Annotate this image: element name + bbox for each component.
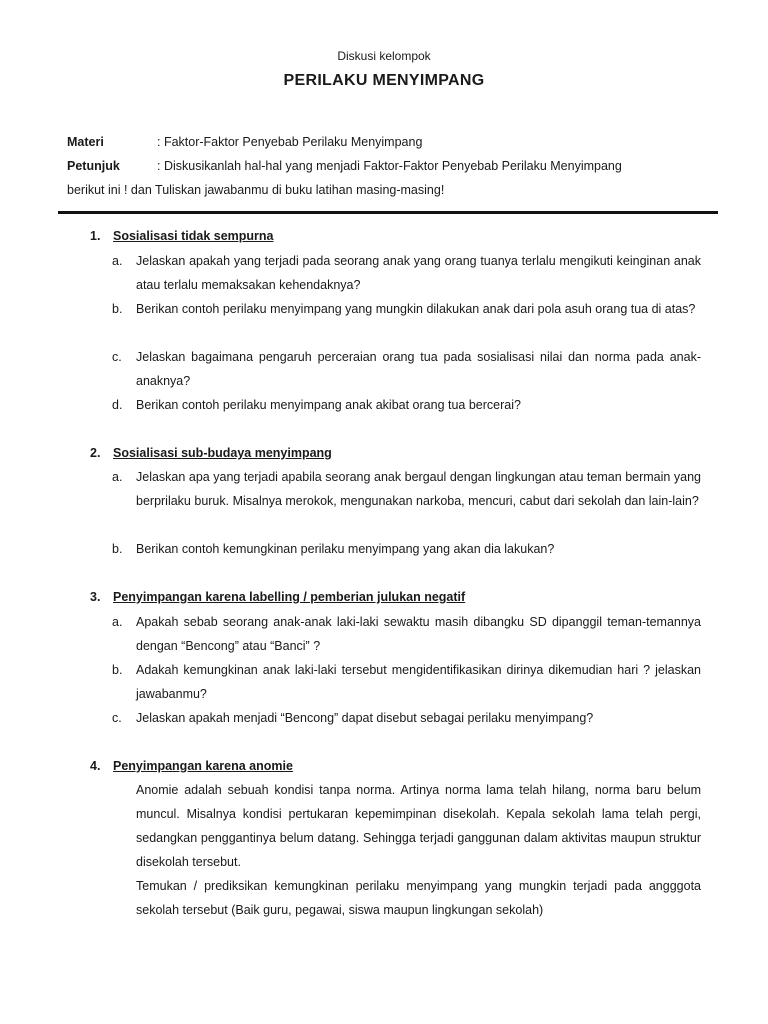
- question-letter: a.: [112, 470, 123, 484]
- header-divider: [58, 211, 718, 214]
- question-3b: [112, 658, 701, 706]
- question-letter: c.: [112, 350, 122, 364]
- question-text: Jelaskan apakah yang terjadi pada seorang anak yang orang tuanya terlalu mengikuti keinginan anak atau terlalu memaksakan kehendaknya?: [136, 254, 701, 292]
- question-text: Jelaskan apa yang terjadi apabila seorang anak bergaul dengan lingkungan atau teman bermain yang berprilaku buruk. Misalnya merokok, mengunakan narkoba, mencuri, cabut dari sekolah dan lain-lain?: [136, 470, 701, 508]
- question-3a: [112, 610, 701, 658]
- materi-line: [67, 135, 422, 149]
- question-1a: [112, 249, 701, 297]
- question-letter: b.: [112, 302, 123, 316]
- question-2a: [112, 465, 701, 513]
- petunjuk-value: : Diskusikanlah hal-hal yang menjadi Faktor-Faktor Penyebab Perilaku Menyimpang: [157, 159, 622, 173]
- question-text: Jelaskan bagaimana pengaruh perceraian orang tua pada sosialisasi nilai dan norma pada anak-anaknya?: [136, 350, 701, 388]
- section-4-paragraph-2: Temukan / prediksikan kemungkinan perilaku menyimpang yang mungkin terjadi pada angggota sekolah tersebut (Baik guru, pegawai, siswa maupun lingkungan sekolah): [136, 879, 701, 917]
- section-number: 2.: [90, 446, 101, 460]
- petunjuk-label: Petunjuk: [67, 159, 120, 173]
- petunjuk-line: [67, 159, 622, 173]
- petunjuk-continuation: berikut ini ! dan Tuliskan jawabanmu di buku latihan masing-masing!: [67, 183, 445, 197]
- section-3-heading: [90, 590, 465, 604]
- section-number: 1.: [90, 229, 101, 243]
- section-4-paragraph-1: Anomie adalah sebuah kondisi tanpa norma. Artinya norma lama telah hilang, norma baru belum muncul. Misalnya kondisi pertukaran kepemimpinan disekolah. Kepala sekolah lama telah pergi, sedangkan penggantinya belum datang. Sehingga terjadi ganggunan dalam aktivitas maupun struktur disekolah tersebut.: [136, 783, 701, 869]
- section-title: Penyimpangan karena anomie: [113, 759, 293, 773]
- question-letter: b.: [112, 542, 123, 556]
- question-3c: [112, 706, 701, 730]
- question-letter: b.: [112, 663, 123, 677]
- section-number: 3.: [90, 590, 101, 604]
- section-title: Sosialisasi tidak sempurna: [113, 229, 274, 243]
- section-4-heading: [90, 759, 293, 773]
- question-1c: [112, 345, 701, 393]
- question-2b: [112, 537, 701, 561]
- question-text: Apakah sebab seorang anak-anak laki-laki sewaktu masih dibangku SD dipanggil teman-temannya dengan “Bencong” atau “Banci” ?: [136, 615, 701, 653]
- section-2-heading: [90, 446, 332, 460]
- section-1-heading: [90, 229, 274, 243]
- question-text: Berikan contoh perilaku menyimpang yang mungkin dilakukan anak dari pola asuh orang tua di atas?: [136, 302, 696, 316]
- question-text: Adakah kemungkinan anak laki-laki tersebut mengidentifikasikan dirinya dikemudian hari ? jelaskan jawabanmu?: [136, 663, 701, 701]
- page-subtitle: Diskusi kelompok: [337, 49, 431, 63]
- section-number: 4.: [90, 759, 101, 773]
- section-title: Penyimpangan karena labelling / pemberian julukan negatif: [113, 590, 466, 604]
- materi-value: : Faktor-Faktor Penyebab Perilaku Menyimpang: [157, 135, 423, 149]
- page-title: PERILAKU MENYIMPANG: [283, 72, 485, 89]
- question-text: Berikan contoh kemungkinan perilaku menyimpang yang akan dia lakukan?: [136, 542, 555, 556]
- question-letter: d.: [112, 398, 123, 412]
- question-1d: [112, 393, 701, 417]
- question-text: Berikan contoh perilaku menyimpang anak akibat orang tua bercerai?: [136, 398, 521, 412]
- section-title: Sosialisasi sub-budaya menyimpang: [113, 446, 332, 460]
- question-letter: a.: [112, 254, 123, 268]
- question-1b: [112, 297, 701, 321]
- question-text: Jelaskan apakah menjadi “Bencong” dapat disebut sebagai perilaku menyimpang?: [136, 711, 594, 725]
- question-letter: c.: [112, 711, 122, 725]
- question-letter: a.: [112, 615, 123, 629]
- materi-label: Materi: [67, 135, 104, 149]
